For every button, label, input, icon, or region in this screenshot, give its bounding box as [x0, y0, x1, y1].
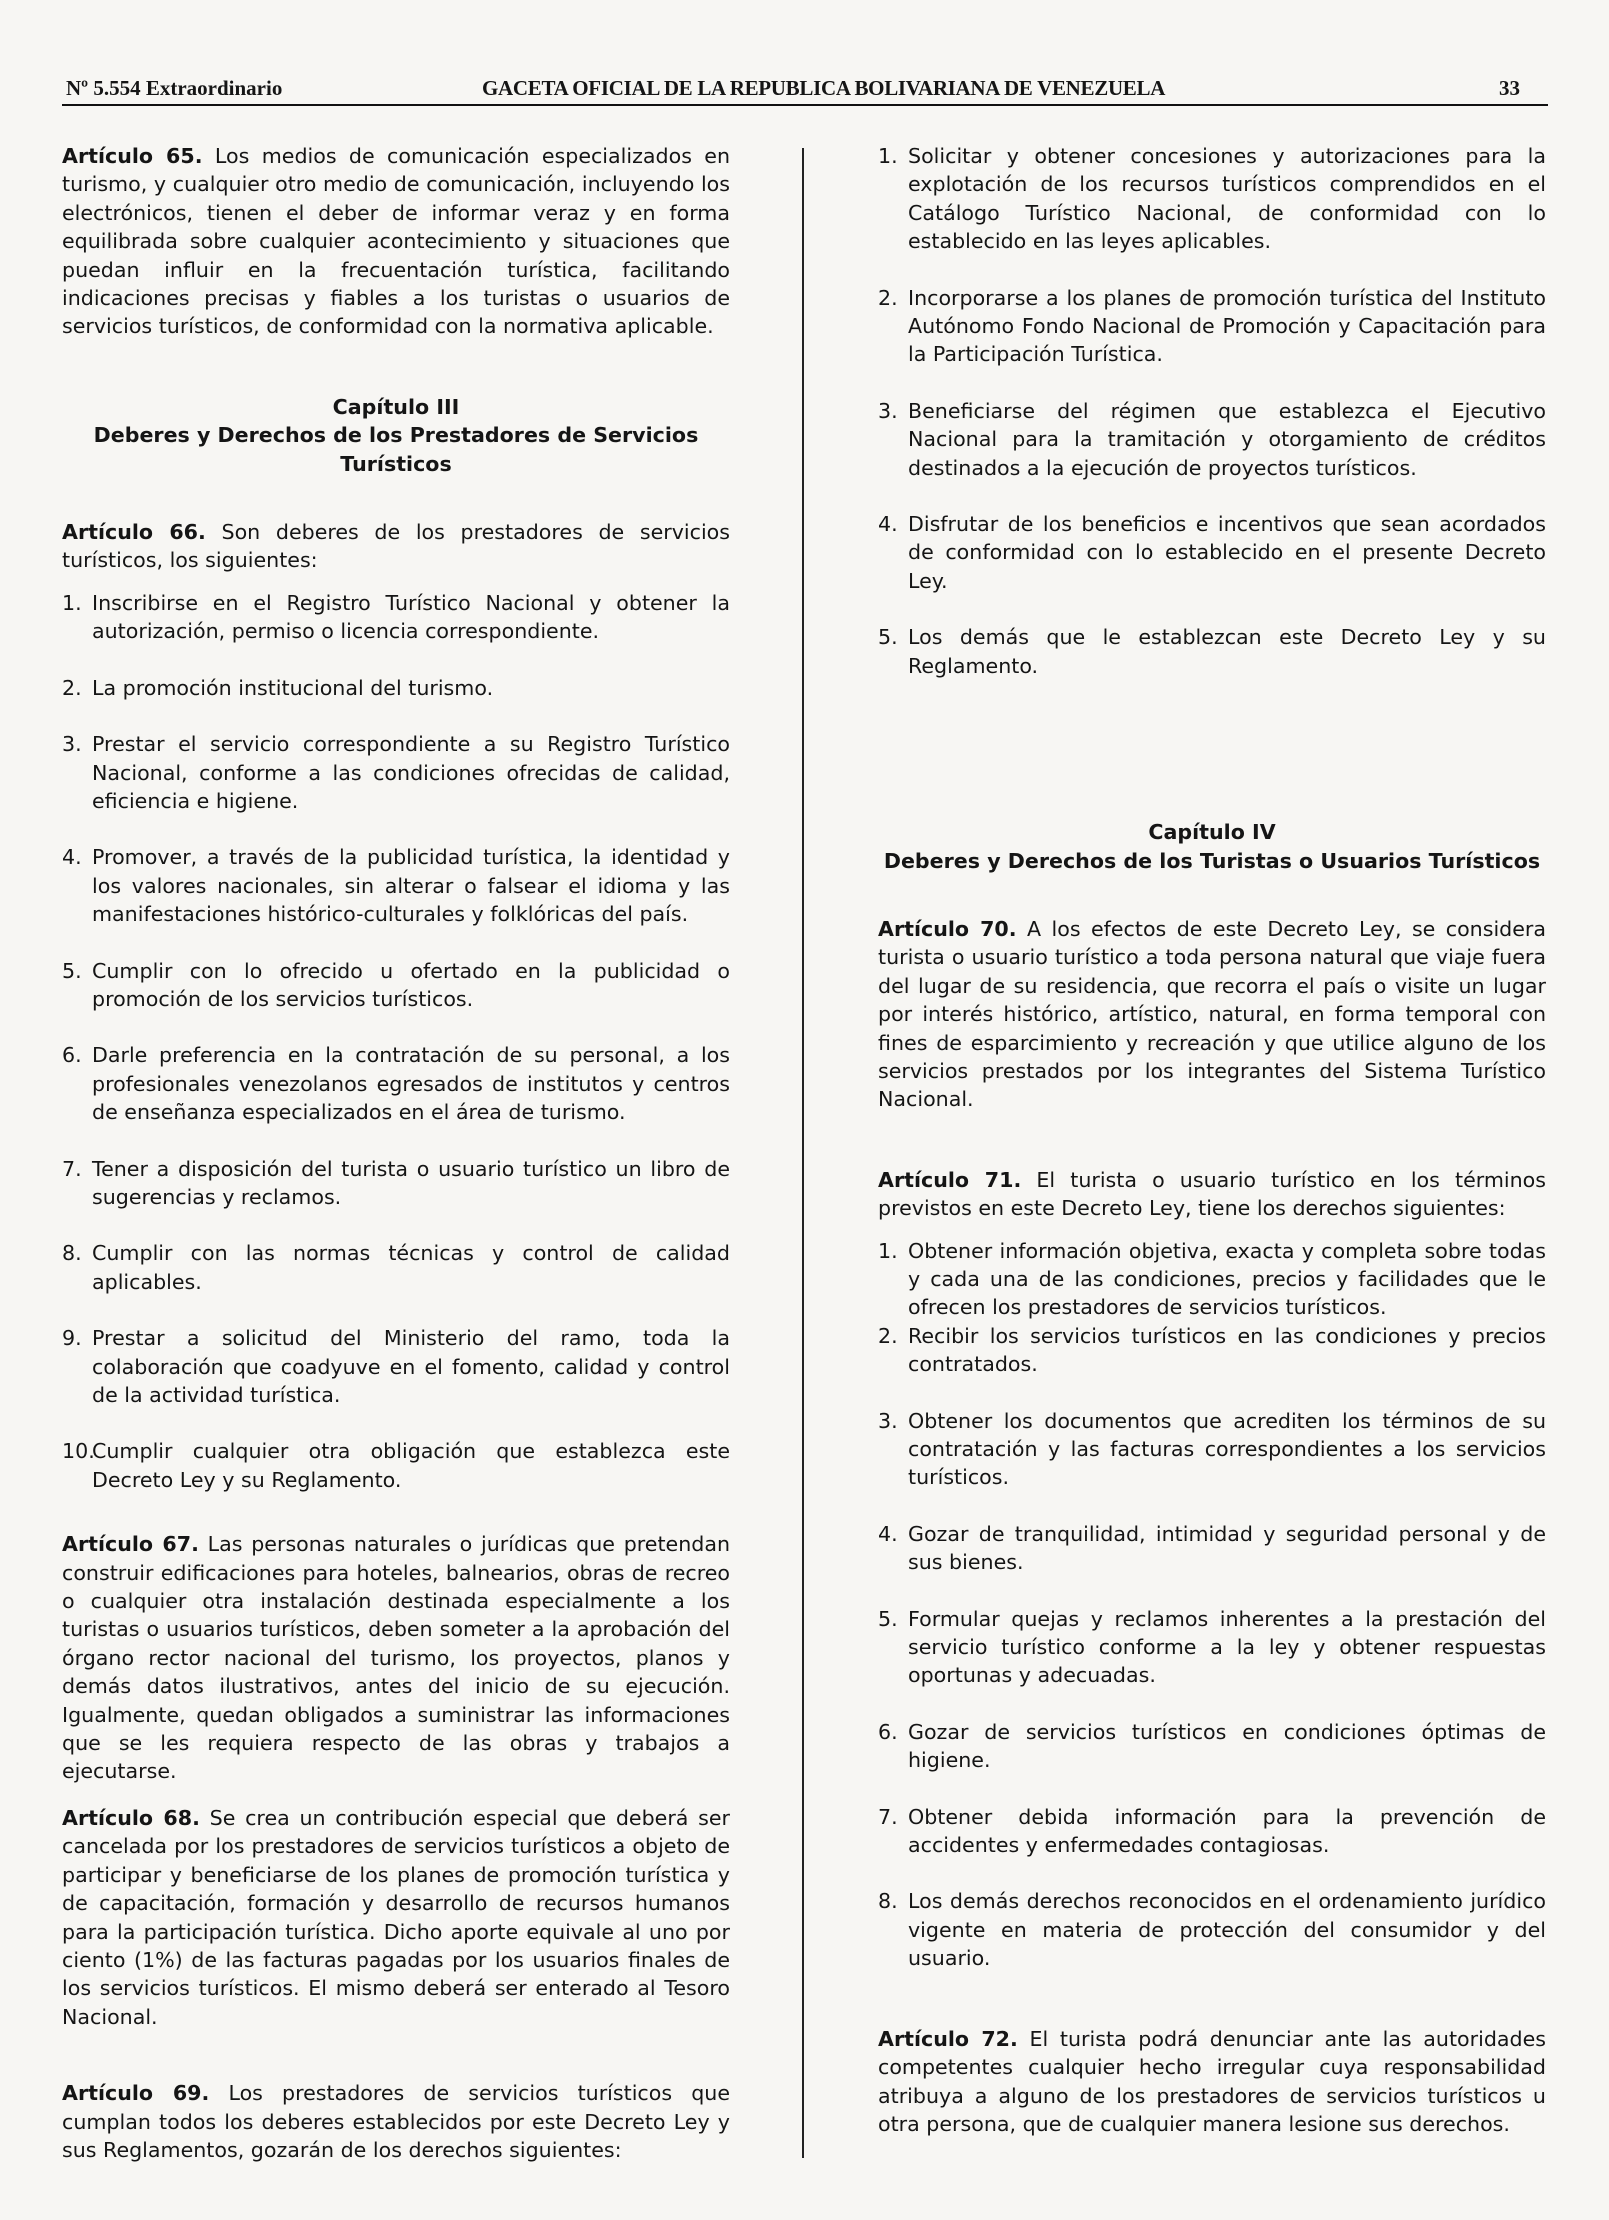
list-item [878, 1322, 1546, 1379]
item-text: Prestar a solicitud del Ministerio del ramo, toda la colaboración que coadyuve en el fomento, calidad y control de la actividad turística. [92, 1326, 730, 1407]
article-72 [878, 2025, 1546, 2139]
issue-number: Nº 5.554 Extraordinario [66, 76, 283, 100]
list-item [878, 397, 1546, 482]
article-text: Son deberes de los prestadores de servicios turísticos, los siguientes: [62, 520, 730, 573]
article-text: Los prestadores de servicios turísticos que cumplan todos los deberes establecidos por este Decreto Ley y sus Reglamentos, gozarán de los derechos siguientes: [62, 2081, 730, 2162]
list-item [62, 843, 730, 928]
article-label: Artículo 67. [62, 1532, 199, 1557]
list-item [878, 1407, 1546, 1492]
item-number: 5. [878, 1606, 898, 1631]
article-text: El turista podrá denunciar ante las autoridades competentes cualquier hecho irregular cuya responsabilidad atribuya a alguno de los prestadores de servicios turísticos u otra persona, que de cualquier manera lesione sus derechos. [878, 2026, 1547, 2136]
item-text: La promoción institucional del turismo. [92, 675, 494, 700]
article-68 [62, 1804, 730, 2031]
item-number: 6. [878, 1719, 898, 1744]
list-item [878, 284, 1546, 369]
item-text: Gozar de servicios turísticos en condiciones óptimas de higiene. [908, 1719, 1546, 1773]
article-label: Artículo 68. [62, 1805, 200, 1830]
article-71 [878, 1166, 1546, 1223]
list-item [62, 957, 730, 1014]
list-item [878, 1718, 1546, 1775]
item-number: 7. [878, 1804, 898, 1829]
article-66 [62, 518, 730, 575]
article-label: Artículo 69. [62, 2081, 210, 2106]
list-item [62, 589, 730, 646]
item-number: 3. [878, 398, 898, 423]
item-number: 5. [62, 958, 82, 983]
list-item [878, 623, 1546, 680]
list-item [878, 1237, 1546, 1322]
article-label: Artículo 70. [878, 916, 1017, 941]
gazette-title: GACETA OFICIAL DE LA REPUBLICA BOLIVARIANA DE VENEZUELA [482, 76, 1166, 100]
list-item [878, 1887, 1546, 1972]
item-number: 7. [62, 1156, 82, 1181]
article-text: Las personas naturales o jurídicas que pretendan construir edificaciones para hoteles, balnearios, obras de recreo o cualquier otra instalación destinada especialmente a los turistas o usuarios turísticos, deben someter a la aprobación del órgano rector nacional del turismo, los proyectos, planos y demás datos ilustrativos, antes del inicio de su ejecución. Igualmente, quedan obligados a suministrar las informaciones que se les requiera respecto de las obras y trabajos a ejecutarse. [62, 1532, 730, 1784]
item-number: 1. [62, 590, 82, 615]
list-item [62, 1041, 730, 1126]
item-number: 6. [62, 1043, 82, 1068]
list-item [62, 674, 730, 702]
item-text: Incorporarse a los planes de promoción turística del Instituto Autónomo Fondo Nacional de Promoción y Capacitación para la Participación Turística. [908, 285, 1546, 367]
list-item [62, 1239, 730, 1296]
list-item [878, 1520, 1546, 1577]
chapter-title: Capítulo III [332, 394, 460, 419]
item-number: 4. [878, 512, 898, 537]
article-text: Los medios de comunicación especializados en turismo, y cualquier otro medio de comunicación, incluyendo los electrónicos, tienen el deber de informar veraz y en forma equilibrada sobre cualquier acontecimiento y situaciones que puedan influir en la frecuentación turística, facilitando indicaciones precisas y fiables a los turistas o usuarios de servicios turísticos, de conformidad con la normativa aplicable. [62, 144, 731, 339]
item-number: 1. [878, 144, 898, 168]
list-item [62, 1437, 730, 1494]
item-number: 8. [62, 1241, 82, 1266]
article-69 [62, 2079, 730, 2164]
item-text: Obtener información objetiva, exacta y completa sobre todas y cada una de las condiciones, precios y facilidades que le ofrecen los prestadores de servicios turísticos. [908, 1238, 1546, 1320]
list-item [62, 1324, 730, 1409]
chapter-title: Capítulo IV [1148, 820, 1276, 845]
item-number: 2. [878, 1323, 898, 1348]
article-text: Se crea un contribución especial que deberá ser cancelada por los prestadores de servicios turísticos a objeto de participar y beneficiarse de los planes de promoción turística y de capacitación, formación y desarrollo de recursos humanos para la participación turística. Dicho aporte equivale al uno por ciento (1%) de las facturas pagadas por los usuarios finales de los servicios turísticos. El mismo deberá ser enterado al Tesoro Nacional. [62, 1805, 730, 2029]
article-text: A los efectos de este Decreto Ley, se considera turista o usuario turístico a toda persona natural que viaje fuera del lugar de su residencia, que recorra el país o visite un lugar por interés histórico, artístico, natural, en forma temporal con fines de esparcimiento y recreación y que utilice alguno de los servicios prestados por los integrantes del Sistema Turístico Nacional. [878, 916, 1547, 1112]
item-text: Cumplir con las normas técnicas y control de calidad aplicables. [92, 1241, 730, 1294]
item-text: Disfrutar de los beneficios e incentivos que sean acordados de conformidad con lo establecido en el presente Decreto Ley. [908, 512, 1546, 593]
item-text: Gozar de tranquilidad, intimidad y seguridad personal y de sus bienes. [908, 1521, 1546, 1575]
list-item [878, 1605, 1546, 1690]
item-number: 4. [62, 845, 82, 870]
item-text: Cumplir con lo ofrecido u ofertado en la publicidad o promoción de los servicios turísticos. [92, 958, 730, 1011]
list-item [62, 730, 730, 815]
left-column [62, 142, 730, 2164]
list-item [62, 1155, 730, 1212]
chapter-subtitle: Deberes y Derechos de los Prestadores de Servicios Turísticos [93, 423, 699, 476]
item-number: 2. [62, 675, 82, 700]
item-text: Obtener los documentos que acrediten los términos de su contratación y las facturas correspondientes a los servicios turísticos. [908, 1408, 1546, 1490]
gazette-header [62, 74, 1548, 106]
list-item [878, 1803, 1546, 1860]
item-text: Los demás derechos reconocidos en el ordenamiento jurídico vigente en materia de protección del consumidor y del usuario. [908, 1889, 1546, 1971]
page-number: 33 [1499, 76, 1520, 100]
item-number: 4. [878, 1521, 898, 1546]
list-item [878, 142, 1546, 256]
article-label: Artículo 65. [62, 144, 203, 168]
column-divider [802, 148, 804, 2158]
item-text: Tener a disposición del turista o usuario turístico un libro de sugerencias y reclamos. [92, 1156, 730, 1209]
item-text: Obtener debida información para la prevención de accidentes y enfermedades contagiosas. [908, 1804, 1546, 1858]
item-text: Darle preferencia en la contratación de su personal, a los profesionales venezolanos egresados de institutos y centros de enseñanza especializados en el área de turismo. [92, 1043, 730, 1125]
article-66-list [62, 589, 730, 1494]
article-label: Artículo 66. [62, 520, 206, 545]
article-label: Artículo 72. [878, 2026, 1018, 2051]
item-text: Cumplir cualquier otra obligación que establezca este Decreto Ley y su Reglamento. [92, 1439, 730, 1492]
item-number: 10. [62, 1439, 95, 1464]
item-number: 8. [878, 1889, 898, 1914]
item-text: Beneficiarse del régimen que establezca el Ejecutivo Nacional para la tramitación y otorgamiento de créditos destinados a la ejecución de proyectos turísticos. [908, 398, 1546, 480]
item-text: Recibir los servicios turísticos en las condiciones y precios contratados. [908, 1323, 1546, 1377]
chapter-3-heading [62, 393, 730, 478]
article-70 [878, 915, 1546, 1114]
item-number: 1. [878, 1238, 898, 1263]
item-number: 5. [878, 625, 898, 650]
article-text: El turista o usuario turístico en los términos previstos en este Decreto Ley, tiene los derechos siguientes: [878, 1167, 1547, 1221]
item-text: Prestar el servicio correspondiente a su Registro Turístico Nacional, conforme a las condiciones ofrecidas de calidad, eficiencia e higiene. [92, 732, 730, 813]
item-text: Inscribirse en el Registro Turístico Nacional y obtener la autorización, permiso o licencia correspondiente. [92, 590, 730, 644]
chapter-subtitle: Deberes y Derechos de los Turistas o Usuarios Turísticos [883, 848, 1541, 873]
article-label: Artículo 71. [878, 1167, 1022, 1192]
chapter-4-heading [878, 818, 1546, 875]
item-number: 9. [62, 1326, 82, 1351]
article-65 [62, 142, 730, 341]
item-text: Los demás que le establezcan este Decreto Ley y su Reglamento. [908, 625, 1546, 678]
item-text: Promover, a través de la publicidad turística, la identidad y los valores nacionales, sin alterar o falsear el idioma y las manifestaciones histórico-culturales y folklóricas del país. [92, 845, 730, 927]
list-item [878, 510, 1546, 595]
article-69-list [878, 142, 1546, 680]
article-71-list [878, 1237, 1546, 1973]
right-column [878, 142, 1546, 2138]
article-67 [62, 1530, 730, 1786]
item-number: 2. [878, 285, 898, 310]
item-text: Solicitar y obtener concesiones y autorizaciones para la explotación de los recursos turísticos comprendidos en el Catálogo Turístico Nacional, de conformidad con lo establecido en las leyes aplicables. [908, 144, 1546, 254]
item-text: Formular quejas y reclamos inherentes a la prestación del servicio turístico conforme a la ley y obtener respuestas oportunas y adecuadas. [908, 1606, 1546, 1688]
item-number: 3. [878, 1408, 898, 1433]
item-number: 3. [62, 732, 82, 757]
